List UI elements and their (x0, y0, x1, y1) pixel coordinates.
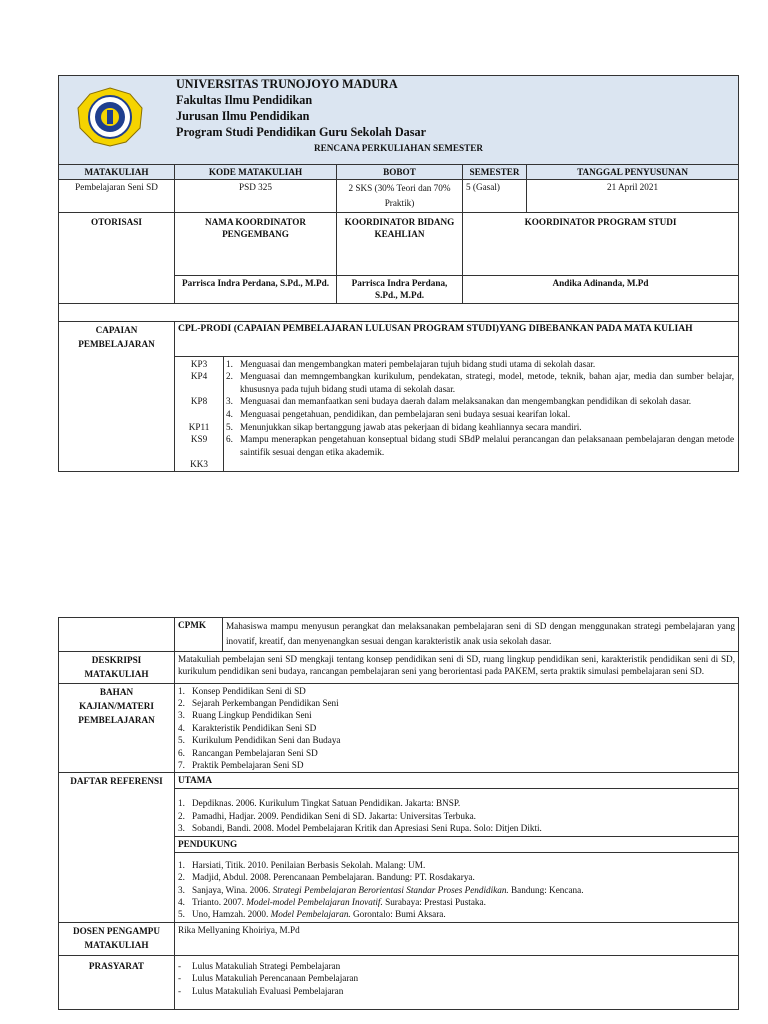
col-semester: SEMESTER (463, 165, 527, 180)
pendukung-item: 1. Harsiati, Titik. 2010. Penilaian Berbasis Sekolah. Malang: UM. (178, 859, 426, 870)
utama-item: 1. Depdiknas. 2006. Kurikulum Tingkat Satuan Pendidikan. Jakarta: BNSP. (178, 798, 461, 809)
pendukung-item: 5. Uno, Hamzah. 2000. Model Pembelajaran. Gorontalo: Bumi Aksara. (178, 909, 446, 920)
program-name: Program Studi Pendidikan Guru Sekolah Dasar (176, 124, 427, 139)
koordinator-prodi-label: KOORDINATOR PROGRAM STUDI (463, 212, 739, 275)
cpl-list (175, 356, 739, 471)
course-date: 21 April 2021 (527, 180, 739, 212)
document-title: RENCANA PERKULIAHAN SEMESTER (314, 143, 484, 153)
utama-item: 2. Pamadhi, Hadjar. 2009. Pendidikan Seni di SD. Jakarta: Universitas Terbuka. (178, 810, 476, 821)
col-kode: KODE MATAKULIAH (175, 165, 337, 180)
cpl-item: 5. Menunjukkan sikap bertanggung jawab atas pekerjaan di bidang keahliannya secara mandiri. (226, 421, 582, 432)
bahan-item: 4. Karakteristik Pendidikan Seni SD (178, 722, 317, 733)
col-matakuliah: MATAKULIAH (59, 165, 175, 180)
cpl-item: 3. Menguasai dan memanfaatkan seni budaya daerah dalam melaksanakan dan mengembangkan pendidikan di sekolah dasar. (226, 396, 692, 407)
bahan-item: 3. Ruang Lingkup Pendidikan Seni (178, 710, 312, 721)
cpl-code: KP8 (190, 396, 208, 407)
university-banner (59, 76, 739, 165)
rps-detail-table (58, 617, 739, 1010)
pendukung-list (175, 852, 739, 922)
koordinator-prodi-name: Andika Adinanda, M.Pd (463, 275, 739, 303)
course-bobot: 2 SKS (30% Teori dan 70% Praktik) (337, 180, 463, 212)
col-tanggal: TANGGAL PENYUSUNAN (527, 165, 739, 180)
cpl-code: KP3 (190, 358, 208, 369)
pendukung-item: 3. Sanjaya, Wina. 2006. Strategi Pembelajaran Berorientasi Standar Proses Pendidikan. Bandung: Kencana. (178, 884, 584, 895)
prasyarat-item: - Lulus Matakuliah Evaluasi Pembelajaran (178, 985, 344, 996)
cpl-item: 6. Mampu menerapkan pengetahuan konseptual bidang studi SBdP melalui perancangan dan pelaksanaan pembelajaran dengan metode saintifik sesuai dengan etika akademik. (226, 434, 735, 457)
cpmk-text: Mahasiswa mampu menyusun perangkat dan melaksanakan pembelajaran seni di SD dengan menggunakan strategi pembelajaran yang inovatif, kreatif, dan menyenangkan sesuai dengan karakteristik anak usia sekolah dasar. (223, 618, 739, 652)
bahan-list (175, 683, 739, 773)
course-name: Pembelajaran Seni SD (59, 180, 175, 212)
koordinator-bidang-label: KOORDINATOR BIDANG KEAHLIAN (337, 212, 463, 275)
cpl-code: KS9 (190, 434, 208, 445)
rps-header-table (58, 75, 739, 472)
university-logo-icon (74, 86, 146, 148)
bahan-item: 6. Rancangan Pembelajaran Seni SD (178, 747, 318, 758)
bahan-item: 5. Kurikulum Pendidikan Seni dan Budaya (178, 735, 341, 746)
pendukung-item: 2. Madjid, Abdul. 2008. Perencanaan Pembelajaran. Bandung: PT. Rosdakarya. (178, 872, 475, 883)
utama-list (175, 789, 739, 836)
pendukung-item: 4. Trianto. 2007. Model-model Pembelajaran Inovatif. Surabaya: Prestasi Pustaka. (178, 896, 486, 907)
utama-label: UTAMA (175, 773, 739, 789)
cpl-code: KP4 (190, 371, 208, 382)
otorisasi-label: OTORISASI (59, 212, 175, 303)
university-name: UNIVERSITAS TRUNOJOYO MADURA (176, 77, 398, 91)
cpl-item: 4. Menguasai pengetahuan, pendidikan, dan pembelajaran seni budaya sesuai kearifan lokal. (226, 409, 571, 420)
cpmk-blank (59, 618, 175, 652)
cpl-codes (175, 357, 223, 471)
prasyarat-label: PRASYARAT (59, 955, 175, 1009)
bahan-item: 7. Praktik Pembelajaran Seni SD (178, 760, 304, 771)
course-semester: 5 (Gasal) (463, 180, 527, 212)
deskripsi-text: Matakuliah pembelajan seni SD mengkaji tentang konsep pendidikan seni di SD, ruang lingkup pendidikan seni, karakteristik pendidikan seni di SD, kurikulum pendidikan seni budaya, rancangan pembelajaran seni yang berorientasi pada PAKEM, serta praktik simulasi pembelajaran seni SD. (175, 652, 739, 684)
referensi-label: DAFTAR REFERENSI (59, 773, 175, 922)
bahan-item: 1. Konsep Pendidikan Seni di SD (178, 685, 306, 696)
spacer-row (59, 303, 739, 321)
department-name: Jurusan Ilmu Pendidikan (176, 108, 310, 123)
koordinator-bidang-name: Parrisca Indra Perdana, S.Pd., M.Pd. (337, 275, 463, 303)
faculty-name: Fakultas Ilmu Pendidikan (176, 92, 313, 107)
koordinator-pengembang-label: NAMA KOORDINATOR PENGEMBANG (175, 212, 337, 275)
col-bobot: BOBOT (337, 165, 463, 180)
cpl-code: KK3 (190, 459, 208, 470)
dosen-label: DOSEN PENGAMPU MATAKULIAH (59, 922, 175, 955)
cpl-title: CPL-PRODI (CAPAIAN PEMBELAJARAN LULUSAN PROGRAM STUDI)YANG DIBEBANKAN PADA MATA KULIAH (175, 321, 739, 356)
capaian-label: CAPAIAN PEMBELAJARAN (59, 321, 175, 471)
dosen-name: Rika Mellyaning Khoiriya, M.Pd (175, 922, 739, 955)
koordinator-pengembang-name: Parrisca Indra Perdana, S.Pd., M.Pd. (175, 275, 337, 303)
cpl-item: 1. Menguasai dan mengembangkan materi pembelajaran tujuh bidang studi utama di sekolah dasar. (226, 358, 596, 369)
cpl-item: 2. Menguasai dan memngembangkan kurikulum, pendekatan, strategi, model, metode, teknik, bahan ajar, media dan sumber belajar, khususnya pada tujuh bidang studi utama di sekolah dasar. (226, 371, 735, 394)
deskripsi-label: DESKRIPSI MATAKULIAH (59, 652, 175, 684)
utama-item: 3. Sobandi, Bandi. 2008. Model Pembelajaran Kritik dan Apresiasi Seni Rupa. Solo: Ditjen Dikti. (178, 823, 542, 834)
bahan-label: BAHAN KAJIAN/MATERI PEMBELAJARAN (59, 683, 175, 773)
course-code: PSD 325 (175, 180, 337, 212)
prasyarat-item: - Lulus Matakuliah Perencanaan Pembelajaran (178, 973, 359, 984)
cpmk-label: CPMK (175, 618, 223, 652)
pendukung-label: PENDUKUNG (175, 836, 739, 852)
prasyarat-item: - Lulus Matakuliah Strategi Pembelajaran (178, 960, 341, 971)
cpl-code: KP11 (188, 421, 210, 432)
prasyarat-list (175, 955, 739, 1009)
bahan-item: 2. Sejarah Perkembangan Pendidikan Seni (178, 697, 339, 708)
